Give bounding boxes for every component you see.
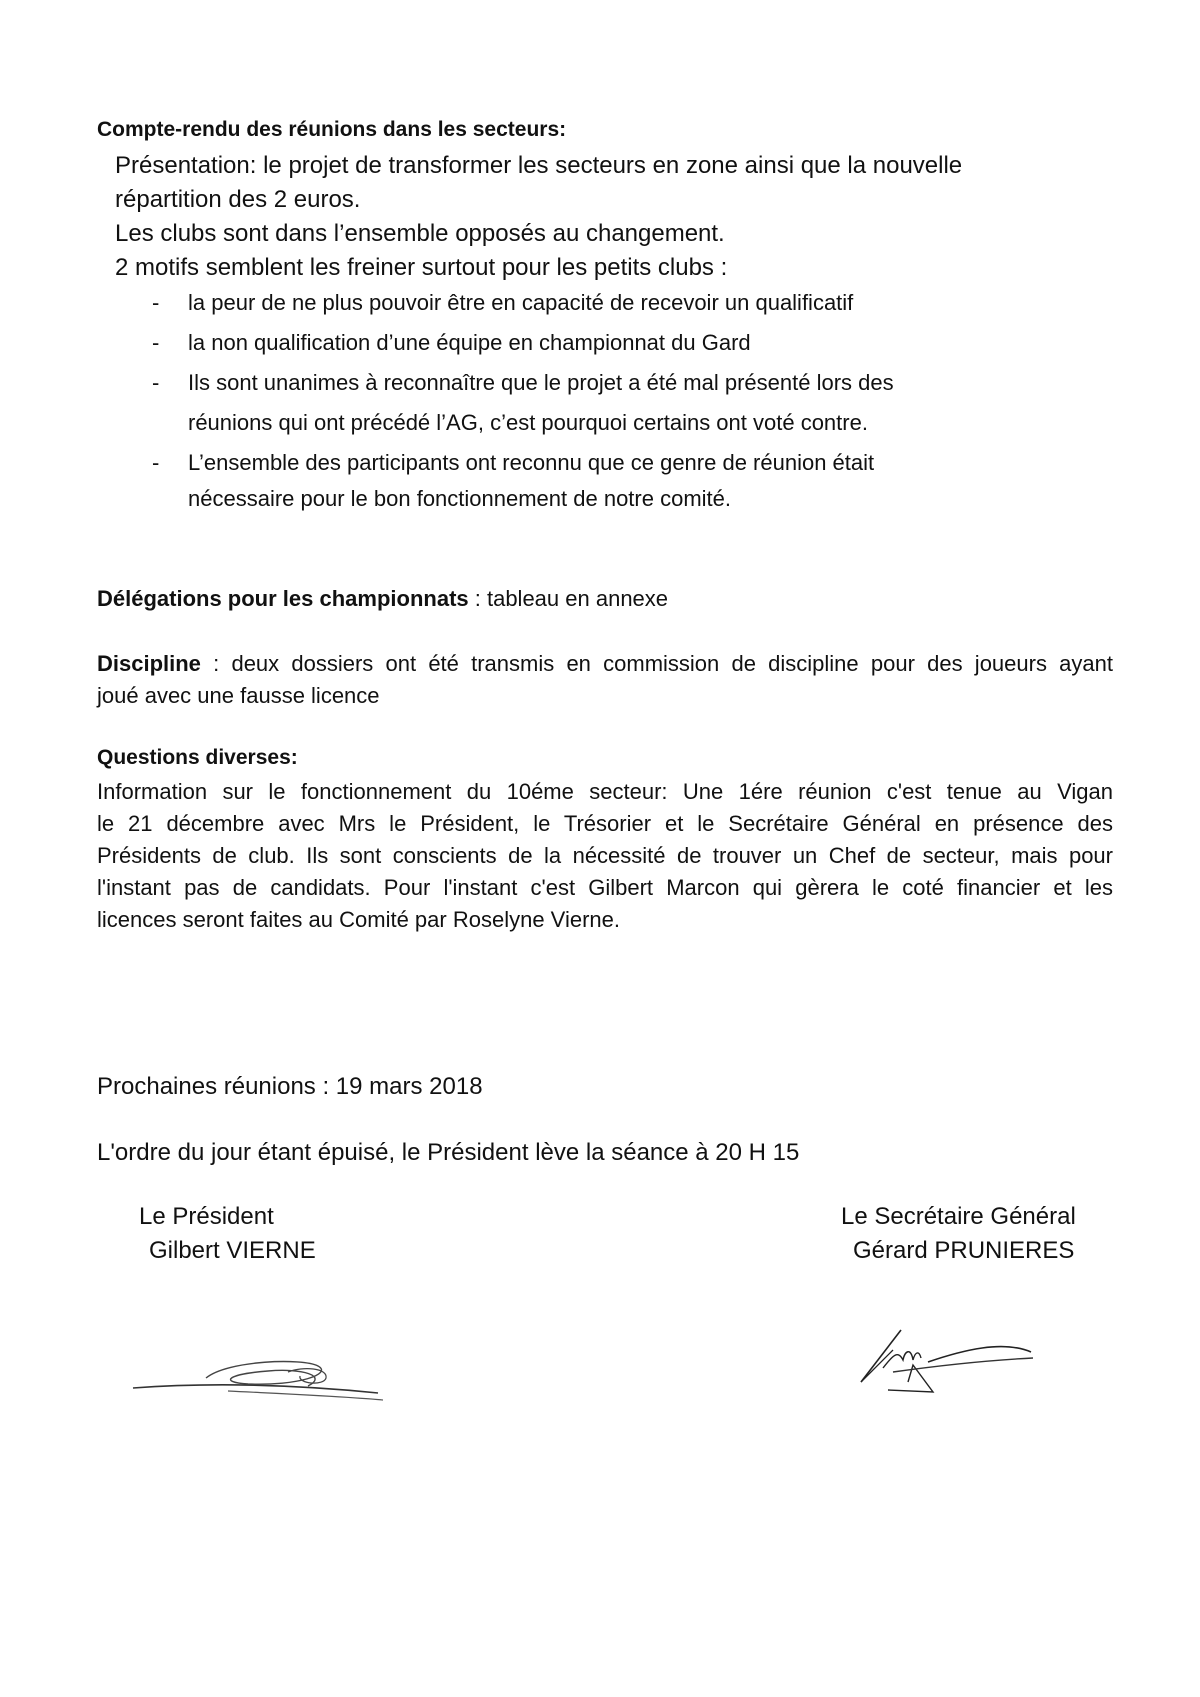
- bullet-item-continuation: nécessaire pour le bon fonctionnement de notre comité.: [188, 486, 731, 511]
- paragraph-line: 2 motifs semblent les freiner surtout pour les petits clubs :: [115, 254, 728, 281]
- paragraph-line: répartition des 2 euros.: [115, 186, 361, 213]
- bullet-item-continuation: réunions qui ont précédé l’AG, c’est pourquoi certains ont voté contre.: [188, 410, 868, 435]
- section-heading-questions: Questions diverses:: [97, 746, 298, 769]
- bullet-marker: -: [152, 450, 160, 475]
- bullet-item: Ils sont unanimes à reconnaître que le projet a été mal présenté lors des: [188, 370, 894, 395]
- bullet-marker: -: [152, 330, 160, 355]
- discipline-paragraph: [97, 648, 1113, 712]
- secretary-signature: [853, 1310, 1043, 1400]
- secretary-name: Gérard PRUNIERES: [853, 1237, 1075, 1264]
- questions-line: Présidents de club. Ils sont conscients de la nécessité de trouver un Chef de secteur, mais pour: [97, 843, 1113, 868]
- delegations-label: Délégations pour les championnats: [97, 586, 469, 611]
- bullet-item: L’ensemble des participants ont reconnu que ce genre de réunion était: [188, 450, 875, 475]
- discipline-line: Discipline : deux dossiers ont été transmis en commission de discipline pour des joueurs ayant: [97, 651, 1113, 676]
- bullet-item: la peur de ne plus pouvoir être en capacité de recevoir un qualificatif: [188, 290, 854, 315]
- next-meeting: Prochaines réunions : 19 mars 2018: [97, 1073, 483, 1100]
- president-title: Le Président: [139, 1203, 274, 1230]
- section-heading-meetings: Compte-rendu des réunions dans les secteurs:: [97, 118, 567, 141]
- delegations-text: : tableau en annexe: [468, 586, 669, 611]
- questions-line: Information sur le fonctionnement du 10éme secteur: Une 1ére réunion c'est tenue au Vigan: [97, 779, 1113, 804]
- president-name: Gilbert VIERNE: [149, 1237, 316, 1264]
- delegations-paragraph: [97, 586, 668, 612]
- questions-line: le 21 décembre avec Mrs le Président, le Trésorier et le Secrétaire Général en présence des: [97, 811, 1113, 836]
- paragraph-line: Les clubs sont dans l’ensemble opposés au changement.: [115, 220, 725, 247]
- questions-line: licences seront faites au Comité par Roselyne Vierne.: [97, 907, 620, 932]
- bullet-marker: -: [152, 370, 160, 395]
- questions-paragraph: [97, 776, 1113, 936]
- discipline-label: Discipline: [97, 651, 201, 676]
- bullet-marker: -: [152, 290, 160, 315]
- paragraph-line: Présentation: le projet de transformer les secteurs en zone ainsi que la nouvelle: [115, 152, 963, 179]
- questions-line: l'instant pas de candidats. Pour l'instant c'est Gilbert Marcon qui gèrera le coté financier et les: [97, 875, 1113, 900]
- secretary-title: Le Secrétaire Général: [841, 1203, 1076, 1230]
- president-signature: [128, 1338, 388, 1418]
- bullet-item: la non qualification d’une équipe en championnat du Gard: [188, 330, 751, 355]
- discipline-line: joué avec une fausse licence: [97, 683, 380, 708]
- closing-statement: L'ordre du jour étant épuisé, le Président lève la séance à 20 H 15: [97, 1139, 800, 1166]
